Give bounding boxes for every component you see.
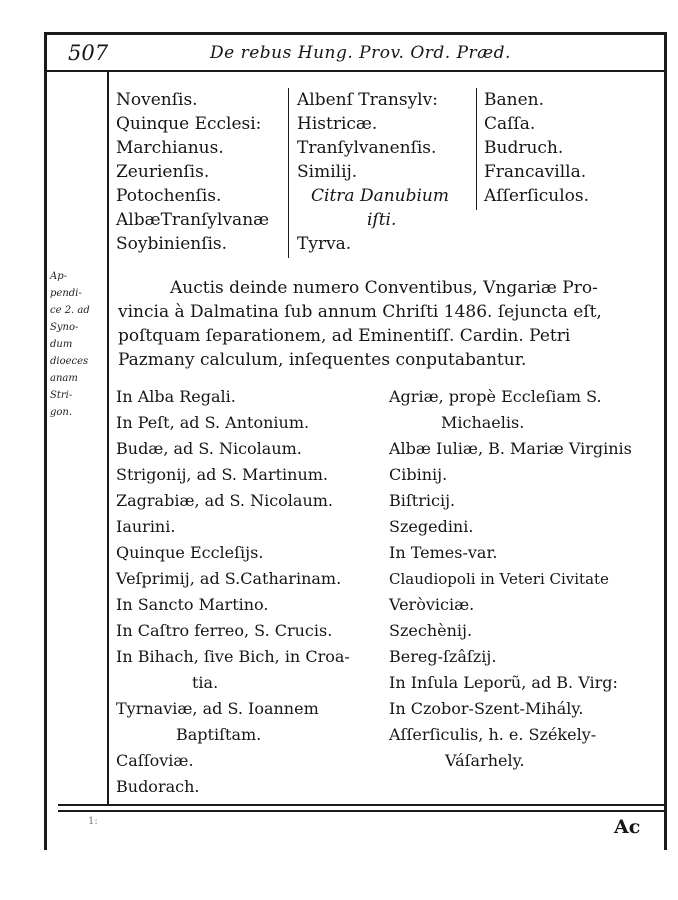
list-item: Aſſerſiculis, h. e. Székely- (389, 725, 597, 744)
list-item: Budæ, ad S. Nicolaum. (116, 439, 302, 458)
left-border (44, 32, 47, 850)
list-item: AlbæTranſylvanæ (116, 210, 270, 230)
top-list-col2 (297, 88, 449, 256)
list-item: Potochenſis. (116, 186, 222, 206)
list-item: Veròviciæ. (389, 595, 475, 614)
list-item: Quinque Eccleſijs. (116, 543, 264, 562)
body-paragraph (118, 276, 666, 372)
margin-note: Ap- pendi- ce 2. ad Syno- dum dioeces anam Stri- gon. (50, 271, 90, 418)
list-item: Novenſis. (116, 90, 198, 110)
list-item: Marchianus. (116, 138, 224, 158)
top-list-col1 (116, 88, 269, 256)
list-item: Michaelis. (441, 413, 525, 432)
paragraph-line: Auctis deinde numero Conventibus, Vngariæ Pro- (170, 278, 598, 298)
list-item: Agriæ, propè Eccleſiam S. (389, 387, 602, 406)
list-item: Histricæ. (297, 114, 378, 134)
list-item: Budruch. (484, 138, 564, 158)
list-item: Cibinij. (389, 465, 448, 484)
list-item: Caſſa. (484, 114, 536, 134)
list-item: In Inſula Leporũ, ad B. Virg: (389, 673, 618, 692)
header-rule (44, 70, 666, 72)
list-item: Budorach. (116, 777, 200, 796)
list-item: Baptiſtam. (176, 725, 262, 744)
list-item: Biſtricij. (389, 491, 456, 510)
list-item: Claudiopoli in Veteri Civitate (389, 570, 609, 588)
running-title: De rebus Hung. Prov. Ord. Præd. (210, 43, 511, 63)
top-list-divider-1 (288, 88, 289, 258)
list-item: In Caſtro ferreo, S. Crucis. (116, 621, 333, 640)
top-list-col3 (484, 88, 589, 208)
list-item: In Czobor-Szent-Mihály. (389, 699, 584, 718)
catchword: Ac (614, 816, 641, 838)
convent-list-col2 (389, 384, 632, 774)
convent-list-col1 (116, 384, 350, 800)
list-item: Tyrva. (297, 234, 352, 254)
list-item: Francavilla. (484, 162, 587, 182)
list-item: Quinque Ecclesi: (116, 114, 262, 134)
footer-rule-lower (58, 810, 666, 812)
list-item: Albæ Iuliæ, B. Mariæ Virginis (389, 439, 632, 458)
list-item: Váſarhely. (445, 751, 525, 770)
list-item: Caſſoviæ. (116, 751, 194, 770)
list-item: In Alba Regali. (116, 387, 236, 406)
list-item: In Peſt, ad S. Antonium. (116, 413, 310, 432)
list-item: Citra Danubium (311, 186, 449, 206)
paragraph-line: poſtquam ſeparationem, ad Eminentiſſ. Cardin. Petri (118, 326, 571, 346)
footer-rule-upper (58, 804, 666, 806)
list-item: In Bihach, ſive Bich, in Croa- (116, 647, 350, 666)
paragraph-line: Pazmany calculum, inſequentes conputabantur. (118, 350, 527, 370)
list-item: Zagrabiæ, ad S. Nicolaum. (116, 491, 334, 510)
page-number: 507 (68, 41, 109, 65)
list-item: Strigonij, ad S. Martinum. (116, 465, 328, 484)
folio-mark: 1: (88, 816, 98, 827)
list-item: Tyrnaviæ, ad S. Ioannem (116, 699, 319, 718)
list-item: In Temes-var. (389, 543, 498, 562)
list-item: Tranſylvanenſis. (297, 138, 437, 158)
top-rule (44, 32, 666, 35)
paragraph-line: vincia à Dalmatina ſub annum Chriſti 1486. ſejuncta eſt, (118, 302, 602, 322)
list-item: Veſprimij, ad S.Catharinam. (116, 569, 342, 588)
list-item: Banen. (484, 90, 544, 110)
list-item: Szegedini. (389, 517, 474, 536)
list-item: tia. (192, 673, 219, 692)
text-column-rule (107, 72, 109, 804)
list-item: iſti. (367, 210, 397, 230)
list-item: Szechènij. (389, 621, 473, 640)
list-item: Similij. (297, 162, 358, 182)
list-item: Aſſerſiculos. (484, 186, 590, 206)
list-item: Soybinienſis. (116, 234, 228, 254)
list-item: In Sancto Martino. (116, 595, 269, 614)
list-item: Albenſ Transylv: (297, 90, 438, 110)
list-item: Zeurienſis. (116, 162, 210, 182)
right-border (664, 32, 667, 850)
list-item: Iaurini. (116, 517, 176, 536)
top-list-divider-2 (476, 88, 477, 210)
list-item: Bereg-ſzâſzij. (389, 647, 497, 666)
